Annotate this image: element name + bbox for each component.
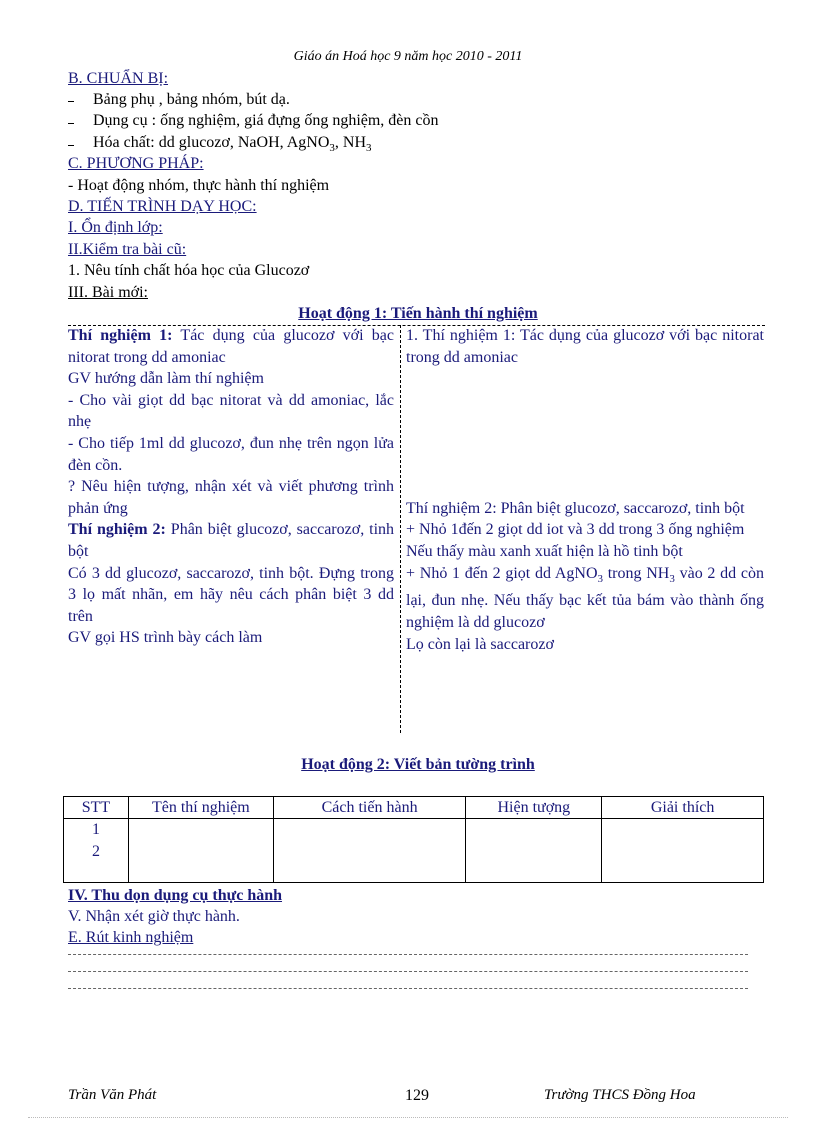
exp2-line-1: + Nhỏ 1đến 2 giọt dd iot và 3 dd trong 3 ống nghiệm (406, 521, 745, 539)
footer-page-number: 129 (405, 1087, 429, 1104)
dashed-line (68, 954, 748, 955)
exp2-result: Thí nghiệm 2: Phân biệt glucozơ, saccarozơ, tinh bột (406, 499, 745, 517)
spacer (406, 368, 764, 498)
review-title: V. Nhận xét giờ thực hành. (68, 908, 240, 925)
process-question: 1. Nêu tính chất hóa học của Glucozơ (68, 262, 310, 279)
prep-item-3: Hóa chất: dd glucozơ, NaOH, AgNO$_3$, $NH_3$ (93, 134, 372, 155)
method-text: - Hoạt động nhóm, thực hành thí nghiệm (68, 177, 330, 194)
lesson-title: E. Rút kinh nghiệm (68, 929, 194, 946)
exp1-heading: Thí nghiệm 1: Tác dụng của glucozơ với bạc nitorat trong dd amoniac (68, 327, 394, 366)
row-number: 2 (91, 843, 100, 860)
bullet-mark (68, 100, 74, 102)
footer-rule (28, 1117, 788, 1118)
activity1-title: Hoạt động 1: Tiến hành thí nghiệm (298, 305, 538, 322)
report-body-row (64, 819, 764, 883)
col-phenomenon: Hiện tượng (466, 797, 602, 819)
empty-cell (273, 819, 466, 883)
process-step-1: I. Ổn định lớp: (68, 219, 163, 236)
col-stt: STT (64, 797, 129, 819)
exp2-heading: Thí nghiệm 2: Phân biệt glucozơ, saccarozơ, tinh bột (68, 521, 395, 560)
report-header-row (64, 797, 764, 819)
empty-cell (128, 819, 273, 883)
prep-title: B. CHUẨN BỊ: (68, 70, 169, 87)
dashed-line (68, 988, 748, 989)
exp1-step-b: - Cho tiếp 1ml dd glucozơ, đun nhẹ trên ngọn lửa đèn cồn. (68, 434, 394, 474)
exp1-step-a: - Cho vài giọt dd bạc nitorat và dd amoniac, lắc nhẹ (68, 391, 394, 431)
exp2-line-4: Lọ còn lại là saccarozơ (406, 635, 554, 653)
bullet-mark (68, 122, 74, 124)
process-title: D. TIẾN TRÌNH DẠY HỌC: (68, 198, 257, 215)
cleanup-title: IV. Thu dọn dụng cụ thực hành (68, 887, 283, 904)
empty-cell (466, 819, 602, 883)
footer-school: Trường THCS Đồng Hoa (544, 1087, 696, 1103)
prep-item-2: Dụng cụ : ống nghiệm, giá đựng ống nghiệm, đèn cồn (93, 112, 439, 129)
exp2-line-3: + Nhỏ 1 đến 2 giọt dd AgNO$_3$ trong $NH_3$ vào 2 dd còn lại, đun nhẹ. Nếu thấy bạc kết tủa bám vào thành ống nghiệm là dd glucozơ (406, 564, 764, 631)
col-explanation: Giải thích (602, 797, 764, 819)
method-title: C. PHƯƠNG PHÁP: (68, 155, 204, 172)
page-header: Giáo án Hoá học 9 năm học 2010 - 2011 (293, 49, 523, 64)
col-procedure: Cách tiến hành (273, 797, 466, 819)
column-divider (400, 325, 402, 733)
exp1-ask: ? Nêu hiện tượng, nhận xét và viết phương trình phản ứng (68, 478, 394, 517)
student-column (406, 325, 764, 655)
bullet-mark (68, 144, 74, 146)
report-table (63, 796, 764, 883)
activity1-table (68, 325, 765, 733)
exp1-result: 1. Thí nghiệm 1: Tác dụng của glucozơ với bạc nitorat trong dd amoniac (406, 327, 764, 366)
dashed-line (68, 971, 748, 972)
exp2-line-2: Nếu thấy màu xanh xuất hiện là hồ tinh bột (406, 542, 683, 560)
teacher-column (68, 325, 394, 649)
exp2-call: GV gọi HS trình bày cách làm (68, 629, 263, 647)
exp2-desc: Có 3 dd glucozơ, saccarozơ, tinh bột. Đựng trong 3 lọ mất nhãn, em hãy nêu cách phân biệt 3 dd trên (68, 564, 394, 625)
row-number: 1 (91, 821, 100, 838)
process-step-3: III. Bài mới: (68, 284, 148, 301)
activity2-title: Hoạt động 2: Viết bản tường trình (301, 756, 535, 773)
exp1-guide: GV hướng dẫn làm thí nghiệm (68, 370, 264, 388)
prep-item-1: Bảng phụ , bảng nhóm, bút dạ. (93, 91, 290, 108)
footer-author: Trần Văn Phát (68, 1087, 157, 1103)
empty-cell (602, 819, 764, 883)
process-step-2: II.Kiểm tra bài cũ: (68, 241, 187, 258)
col-experiment-name: Tên thí nghiệm (128, 797, 273, 819)
stt-cell (64, 819, 129, 883)
